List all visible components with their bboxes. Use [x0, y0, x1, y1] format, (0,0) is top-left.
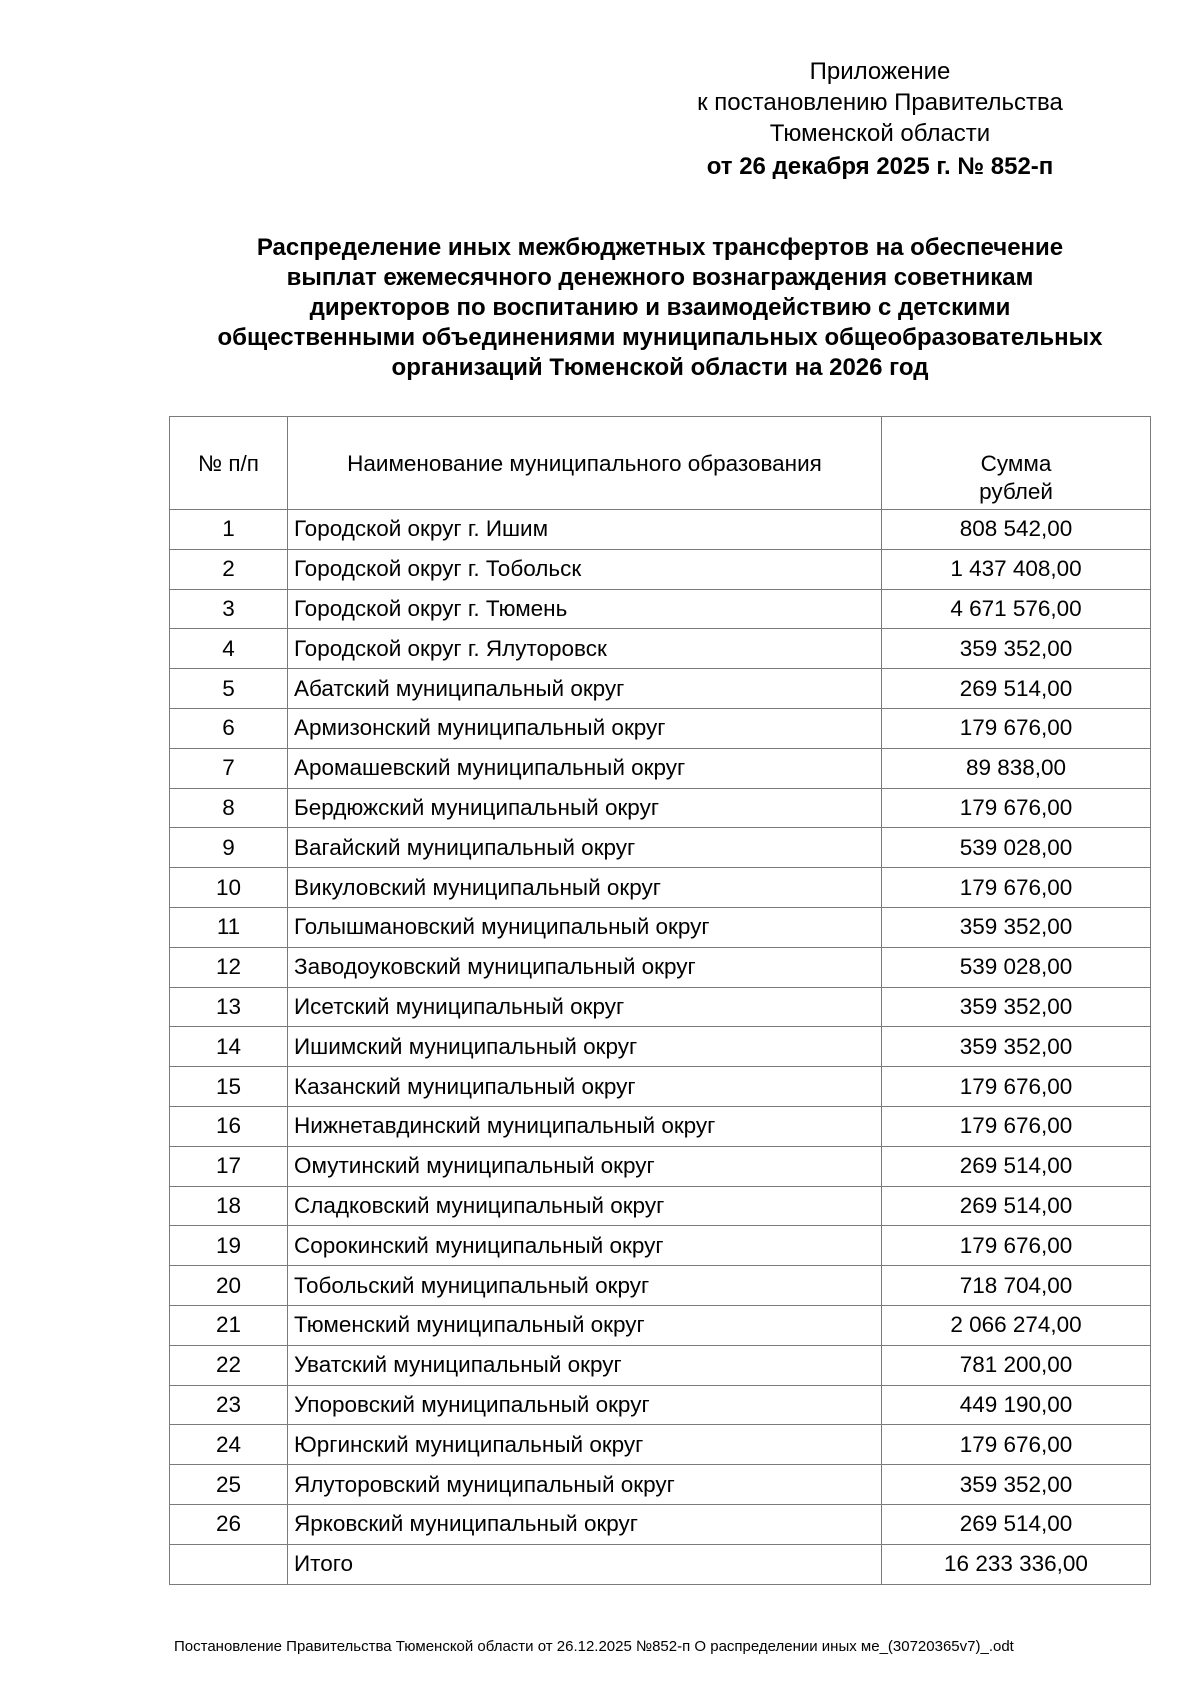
table-row — [170, 510, 1151, 550]
row-number: 15 — [170, 1067, 288, 1107]
row-number: 1 — [170, 510, 288, 550]
table-row — [170, 1465, 1151, 1505]
table-row — [170, 1345, 1151, 1385]
row-sum: 179 676,00 — [882, 788, 1151, 828]
appendix-resolution: к постановлению Правительства — [697, 89, 1063, 116]
header-number: № п/п — [170, 417, 288, 510]
row-name: Ялуторовский муниципальный округ — [288, 1465, 882, 1505]
table-row — [170, 1226, 1151, 1266]
row-number: 4 — [170, 629, 288, 669]
row-sum: 269 514,00 — [882, 1146, 1151, 1186]
table-row — [170, 708, 1151, 748]
header-sum-unit: рублей — [979, 479, 1053, 504]
row-sum: 89 838,00 — [882, 748, 1151, 788]
row-sum: 781 200,00 — [882, 1345, 1151, 1385]
table-row — [170, 788, 1151, 828]
row-name: Армизонский муниципальный округ — [288, 708, 882, 748]
table-row — [170, 1385, 1151, 1425]
row-number: 17 — [170, 1146, 288, 1186]
table-row — [170, 549, 1151, 589]
row-name: Упоровский муниципальный округ — [288, 1385, 882, 1425]
row-number: 2 — [170, 549, 288, 589]
table-row — [170, 1504, 1151, 1544]
table-total-row — [170, 1544, 1151, 1584]
row-name: Ишимский муниципальный округ — [288, 1027, 882, 1067]
row-name: Голышмановский муниципальный округ — [288, 907, 882, 947]
row-number: 16 — [170, 1106, 288, 1146]
table-row — [170, 1425, 1151, 1465]
header-sum-label: Сумма — [980, 451, 1052, 476]
row-name: Уватский муниципальный округ — [288, 1345, 882, 1385]
row-sum: 179 676,00 — [882, 868, 1151, 908]
table-row — [170, 1146, 1151, 1186]
table-row — [170, 1305, 1151, 1345]
header-sum — [882, 417, 1151, 510]
row-number: 25 — [170, 1465, 288, 1505]
row-number: 11 — [170, 907, 288, 947]
row-sum: 179 676,00 — [882, 1425, 1151, 1465]
row-sum: 359 352,00 — [882, 1027, 1151, 1067]
row-sum: 4 671 576,00 — [882, 589, 1151, 629]
row-sum: 808 542,00 — [882, 510, 1151, 550]
row-name: Тюменский муниципальный округ — [288, 1305, 882, 1345]
row-name: Сорокинский муниципальный округ — [288, 1226, 882, 1266]
title-line-3: директоров по воспитанию и взаимодействию с детскими — [309, 294, 1011, 321]
table-header-row — [170, 417, 1151, 510]
total-label: Итого — [288, 1544, 882, 1584]
title-line-4: общественными объединениями муниципальных общеобразовательных — [217, 324, 1103, 351]
row-sum: 449 190,00 — [882, 1385, 1151, 1425]
row-sum: 269 514,00 — [882, 669, 1151, 709]
row-sum: 179 676,00 — [882, 708, 1151, 748]
row-sum: 718 704,00 — [882, 1266, 1151, 1306]
row-name: Вагайский муниципальный округ — [288, 828, 882, 868]
row-number: 22 — [170, 1345, 288, 1385]
row-sum: 269 514,00 — [882, 1186, 1151, 1226]
table-row — [170, 589, 1151, 629]
row-name: Аромашевский муниципальный округ — [288, 748, 882, 788]
row-sum: 359 352,00 — [882, 1465, 1151, 1505]
row-name: Исетский муниципальный округ — [288, 987, 882, 1027]
row-name: Городской округ г. Тобольск — [288, 549, 882, 589]
table-row — [170, 1106, 1151, 1146]
row-sum: 179 676,00 — [882, 1067, 1151, 1107]
footer-file-reference: Постановление Правительства Тюменской области от 26.12.2025 №852-п О распределении иных ме_(30720365v7)_.odt — [174, 1638, 1014, 1655]
row-number: 24 — [170, 1425, 288, 1465]
row-sum: 1 437 408,00 — [882, 549, 1151, 589]
appendix-title: Приложение — [809, 58, 951, 85]
row-sum: 179 676,00 — [882, 1226, 1151, 1266]
row-number: 7 — [170, 748, 288, 788]
row-name: Заводоуковский муниципальный округ — [288, 947, 882, 987]
table-row — [170, 1027, 1151, 1067]
row-name: Викуловский муниципальный округ — [288, 868, 882, 908]
row-number: 19 — [170, 1226, 288, 1266]
table-row — [170, 748, 1151, 788]
table-row — [170, 947, 1151, 987]
row-name: Городской округ г. Тюмень — [288, 589, 882, 629]
row-number: 20 — [170, 1266, 288, 1306]
document-title — [160, 233, 1160, 383]
row-sum: 179 676,00 — [882, 1106, 1151, 1146]
row-sum: 539 028,00 — [882, 828, 1151, 868]
row-name: Нижнетавдинский муниципальный округ — [288, 1106, 882, 1146]
row-number: 6 — [170, 708, 288, 748]
row-number: 23 — [170, 1385, 288, 1425]
appendix-region: Тюменской области — [769, 120, 991, 147]
distribution-table — [169, 416, 1151, 1585]
table-row — [170, 907, 1151, 947]
row-number: 21 — [170, 1305, 288, 1345]
row-number: 9 — [170, 828, 288, 868]
appendix-date-number: от 26 декабря 2025 г. № 852-п — [706, 153, 1054, 180]
row-number: 13 — [170, 987, 288, 1027]
appendix-block — [660, 56, 1100, 182]
row-name: Ярковский муниципальный округ — [288, 1504, 882, 1544]
total-number — [170, 1544, 288, 1584]
title-line-5: организаций Тюменской области на 2026 год — [391, 354, 929, 381]
row-number: 26 — [170, 1504, 288, 1544]
table-row — [170, 629, 1151, 669]
table-row — [170, 1067, 1151, 1107]
row-number: 12 — [170, 947, 288, 987]
row-name: Юргинский муниципальный округ — [288, 1425, 882, 1465]
total-sum: 16 233 336,00 — [882, 1544, 1151, 1584]
table-row — [170, 868, 1151, 908]
row-sum: 359 352,00 — [882, 907, 1151, 947]
table-row — [170, 987, 1151, 1027]
row-sum: 359 352,00 — [882, 987, 1151, 1027]
row-number: 18 — [170, 1186, 288, 1226]
table-row — [170, 828, 1151, 868]
row-sum: 2 066 274,00 — [882, 1305, 1151, 1345]
row-name: Сладковский муниципальный округ — [288, 1186, 882, 1226]
row-number: 3 — [170, 589, 288, 629]
row-sum: 359 352,00 — [882, 629, 1151, 669]
row-number: 14 — [170, 1027, 288, 1067]
row-name: Абатский муниципальный округ — [288, 669, 882, 709]
row-name: Тобольский муниципальный округ — [288, 1266, 882, 1306]
title-line-2: выплат ежемесячного денежного вознаграждения советникам — [286, 264, 1034, 291]
row-name: Городской округ г. Ялуторовск — [288, 629, 882, 669]
table-row — [170, 669, 1151, 709]
row-number: 10 — [170, 868, 288, 908]
row-name: Омутинский муниципальный округ — [288, 1146, 882, 1186]
header-name: Наименование муниципального образования — [288, 417, 882, 510]
table-row — [170, 1266, 1151, 1306]
row-sum: 539 028,00 — [882, 947, 1151, 987]
row-sum: 269 514,00 — [882, 1504, 1151, 1544]
title-line-1: Распределение иных межбюджетных трансфертов на обеспечение — [256, 234, 1064, 261]
row-number: 5 — [170, 669, 288, 709]
row-name: Городской округ г. Ишим — [288, 510, 882, 550]
table-row — [170, 1186, 1151, 1226]
row-name: Бердюжский муниципальный округ — [288, 788, 882, 828]
row-name: Казанский муниципальный округ — [288, 1067, 882, 1107]
row-number: 8 — [170, 788, 288, 828]
